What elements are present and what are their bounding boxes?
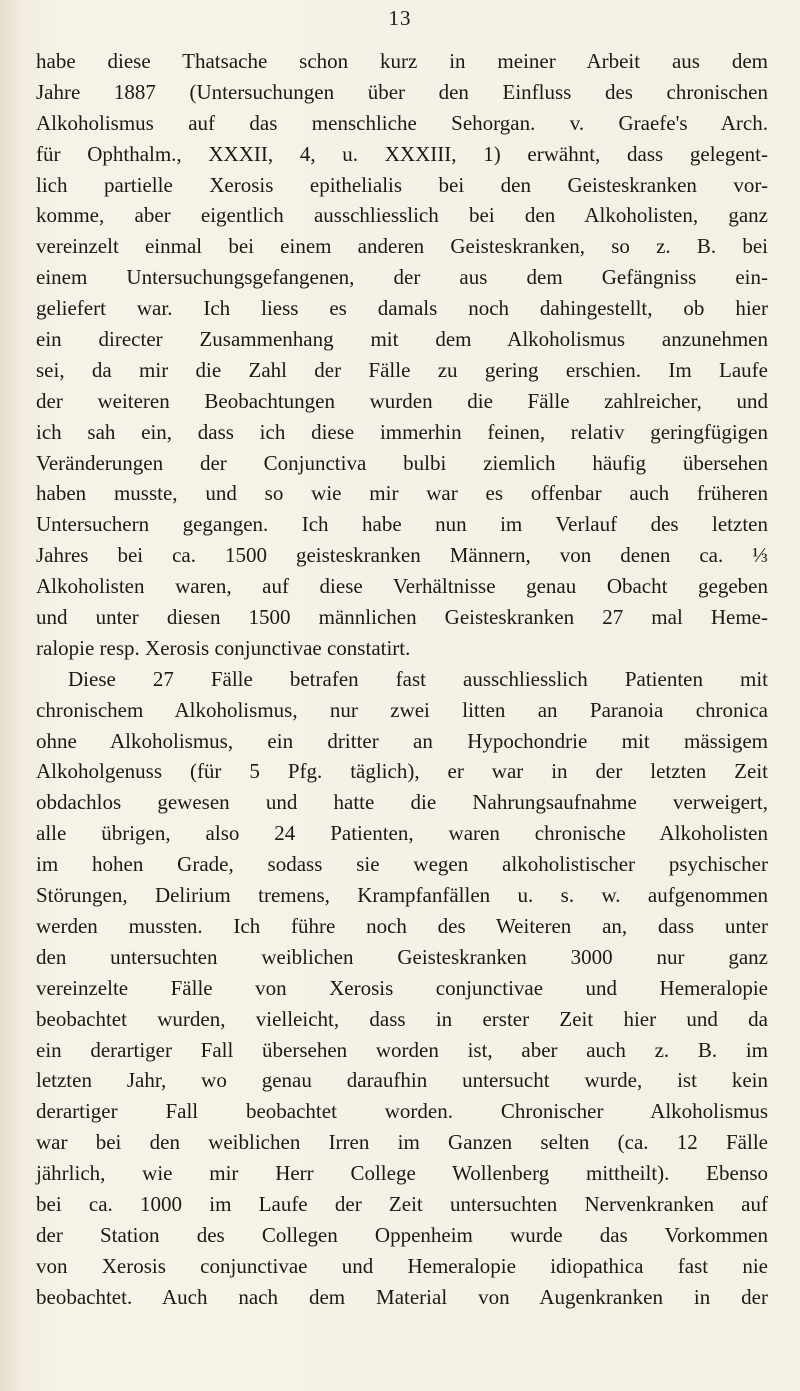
text-line: Veränderungen der Conjunctiva bulbi ziemlich häufig übersehen [36, 450, 768, 475]
text-line: Jahres bei ca. 1500 geisteskranken Männern, von denen ca. ⅓ [36, 543, 768, 568]
text-line: ein derartiger Fall übersehen worden ist, aber auch z. B. im [36, 1037, 768, 1062]
text-line: habe diese Thatsache schon kurz in meiner Arbeit aus dem [36, 49, 768, 73]
text-line: sei, da mir die Zahl der Fälle zu gering erschien. Im Laufe [36, 357, 768, 382]
text-line: vereinzelte Fälle von Xerosis conjunctivae und Hemeralopie [36, 975, 768, 1000]
text-line: war bei den weiblichen Irren im Ganzen selten (ca. 12 Fälle [36, 1130, 768, 1155]
text-line: chronischem Alkoholismus, nur zwei litten an Paranoia chronica [36, 697, 768, 722]
text-line: beobachtet wurden, vielleicht, dass in erster Zeit hier und da [36, 1006, 768, 1031]
paragraph-start-line: Diese 27 Fälle betrafen fast ausschliesslich Patienten mit [68, 666, 768, 691]
text-line: für Ophthalm., XXXII, 4, u. XXXIII, 1) erwähnt, dass gelegent- [36, 141, 768, 166]
text-line: der Station des Collegen Oppenheim wurde das Vorkommen [36, 1222, 768, 1247]
text-line: Alkoholismus auf das menschliche Sehorgan. v. Graefe's Arch. [36, 110, 768, 135]
text-line: lich partielle Xerosis epithelialis bei den Geisteskranken vor- [36, 172, 768, 197]
text-line: bei ca. 1000 im Laufe der Zeit untersuchten Nervenkranken auf [36, 1191, 768, 1216]
text-line: im hohen Grade, sodass sie wegen alkoholistischer psychischer [36, 852, 768, 877]
text-line: einem Untersuchungsgefangenen, der aus dem Gefängniss ein- [36, 265, 768, 290]
text-line: Alkoholgenuss (für 5 Pfg. täglich), er war in der letzten Zeit [36, 759, 768, 784]
text-line: von Xerosis conjunctivae und Hemeralopie idiopathica fast nie [36, 1253, 768, 1278]
text-line: alle übrigen, also 24 Patienten, waren chronische Alkoholisten [36, 821, 768, 846]
text-line: werden mussten. Ich führe noch des Weiteren an, dass unter [36, 913, 768, 938]
text-line: ein directer Zusammenhang mit dem Alkoholismus anzunehmen [36, 327, 768, 352]
page-number: 13 [388, 6, 412, 30]
text-line: jährlich, wie mir Herr College Wollenberg mittheilt). Ebenso [36, 1161, 768, 1186]
body-text [36, 46, 768, 1313]
text-line: komme, aber eigentlich ausschliesslich bei den Alkoholisten, ganz [36, 203, 768, 228]
paragraph-end-line: ralopie resp. Xerosis conjunctivae constatirt. [36, 635, 411, 660]
text-line: letzten Jahr, wo genau daraufhin untersucht wurde, ist kein [36, 1068, 768, 1093]
text-line: und unter diesen 1500 männlichen Geisteskranken 27 mal Heme- [36, 605, 768, 630]
text-line: ich sah ein, dass ich diese immerhin feinen, relativ geringfügigen [36, 419, 768, 444]
text-line: geliefert war. Ich liess es damals noch dahingestellt, ob hier [36, 296, 768, 321]
text-line: der weiteren Beobachtungen wurden die Fälle zahlreicher, und [36, 388, 768, 413]
text-line: vereinzelt einmal bei einem anderen Geisteskranken, so z. B. bei [36, 234, 768, 259]
text-line: Jahre 1887 (Untersuchungen über den Einfluss des chronischen [36, 79, 768, 104]
text-line: haben musste, und so wie mir war es offenbar auch früheren [36, 481, 768, 506]
text-line: Alkoholisten waren, auf diese Verhältnisse genau Obacht gegeben [36, 574, 768, 599]
text-line: den untersuchten weiblichen Geisteskranken 3000 nur ganz [36, 944, 768, 969]
text-line: obdachlos gewesen und hatte die Nahrungsaufnahme verweigert, [36, 790, 768, 815]
text-line: derartiger Fall beobachtet worden. Chronischer Alkoholismus [36, 1099, 768, 1124]
text-line: Störungen, Delirium tremens, Krampfanfällen u. s. w. aufgenommen [36, 883, 768, 908]
text-line: beobachtet. Auch nach dem Material von Augenkranken in der [36, 1284, 768, 1309]
text-line: ohne Alkoholismus, ein dritter an Hypochondrie mit mässigem [36, 728, 768, 753]
text-line: Untersuchern gegangen. Ich habe nun im Verlauf des letzten [36, 512, 768, 537]
